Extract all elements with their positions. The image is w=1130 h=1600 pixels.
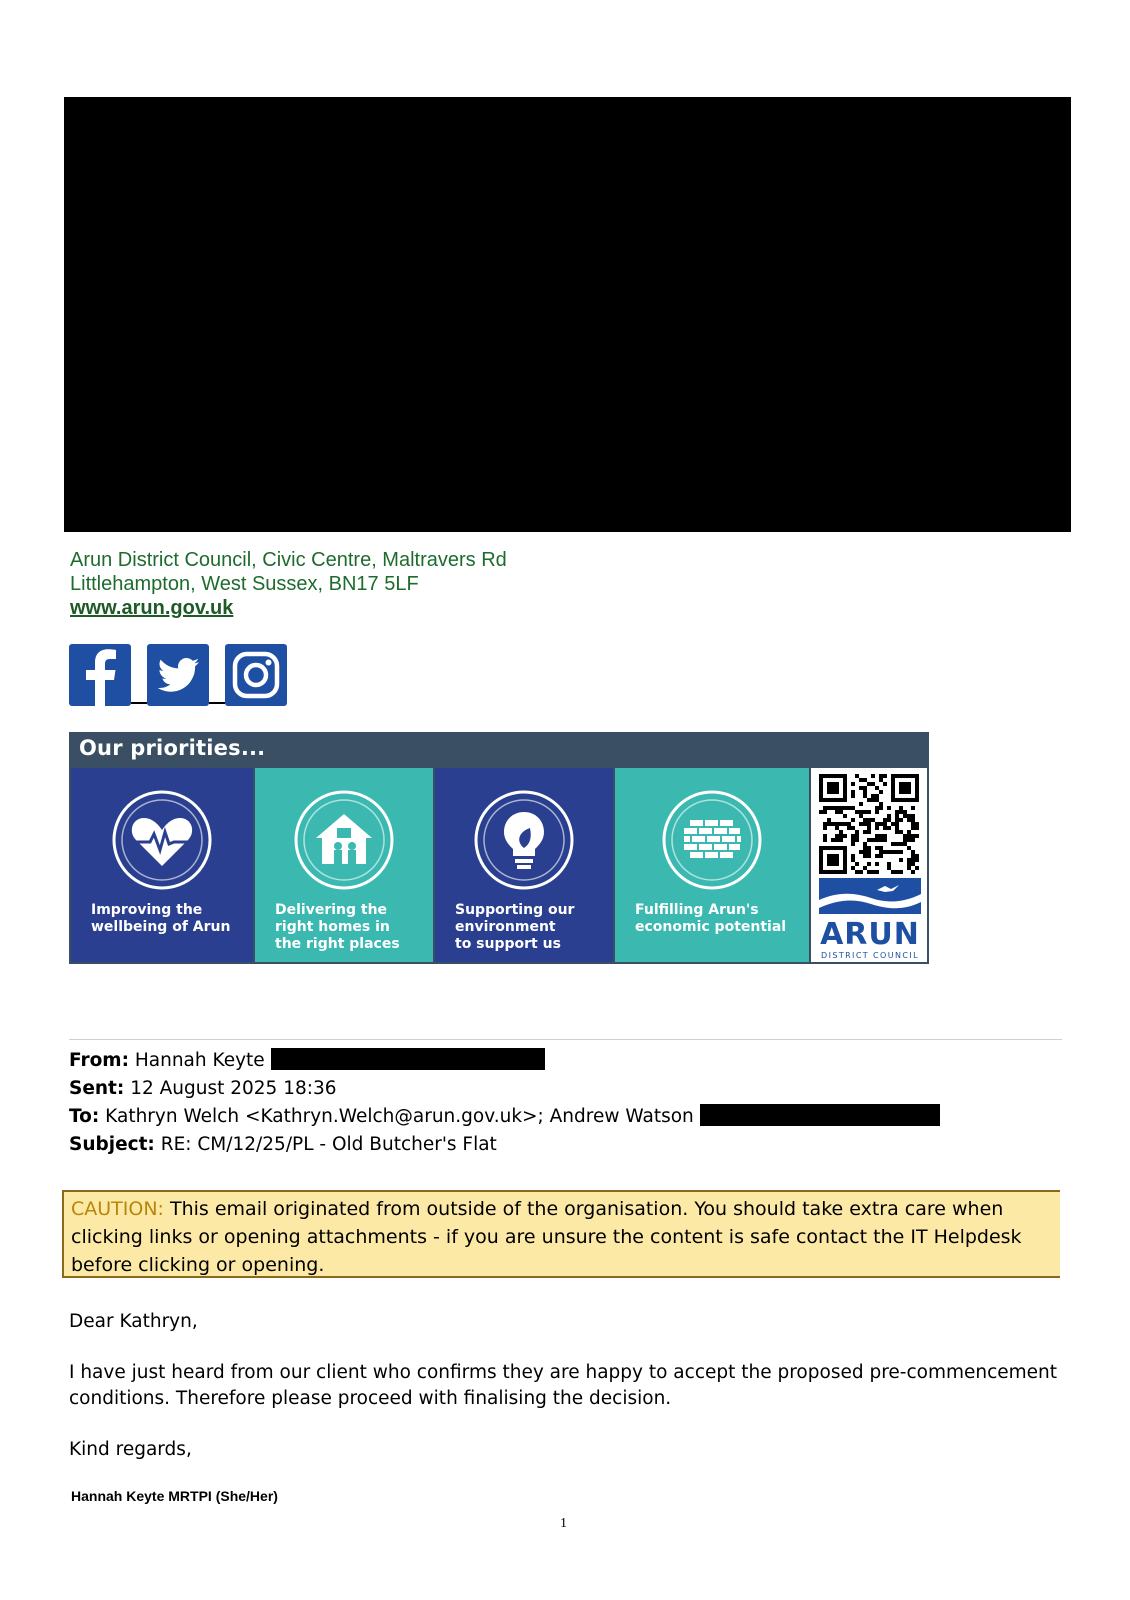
facebook-icon[interactable]	[69, 644, 131, 706]
email-header	[69, 1047, 940, 1159]
twitter-icon[interactable]	[147, 644, 209, 706]
to-row	[69, 1103, 940, 1131]
body-paragraph	[69, 1360, 1057, 1412]
instagram-icon[interactable]	[225, 644, 287, 706]
page-number: 1	[560, 1516, 567, 1531]
separator	[209, 702, 225, 704]
tile-label: Supporting our environment to support us	[455, 902, 575, 952]
qr-code-icon[interactable]	[819, 774, 919, 874]
priority-tile-environment	[435, 768, 613, 962]
from-value: Hannah Keyte	[134, 1050, 265, 1071]
brick-wall-icon	[660, 788, 764, 892]
subject-value: RE: CM/12/25/PL - Old Butcher's Flat	[160, 1134, 497, 1155]
redacted-block	[64, 97, 1071, 532]
sent-row	[69, 1075, 940, 1103]
divider	[69, 1039, 1062, 1040]
qr-and-logo	[811, 768, 927, 962]
arun-wordmark: ARUN	[820, 917, 920, 952]
arun-logo	[819, 878, 921, 960]
address-line-2: Littlehampton, West Sussex, BN17 5LF	[70, 573, 419, 595]
body-line-1: I have just heard from our client who confirms they are happy to accept the proposed pre-commencement	[69, 1362, 1058, 1383]
redacted-email	[700, 1104, 940, 1126]
from-row	[69, 1047, 940, 1075]
sent-value: 12 August 2025 18:36	[130, 1078, 337, 1099]
priority-tile-homes	[255, 768, 433, 962]
separator	[131, 702, 147, 704]
caution-text: This email originated from outside of the organisation. You should take extra care when clicking links or opening attachments - if you are unsure the content is safe contact the IT Helpdesk before clicking or opening.	[71, 1198, 1022, 1276]
priority-tile-wellbeing	[71, 768, 253, 962]
greeting: Dear Kathryn,	[69, 1311, 198, 1332]
heart-icon	[110, 788, 214, 892]
tile-label: Improving the wellbeing of Arun	[91, 902, 231, 935]
house-icon	[292, 788, 396, 892]
closing: Kind regards,	[69, 1439, 192, 1460]
to-value: Kathryn Welch <Kathryn.Welch@arun.gov.uk>; Andrew Watson	[105, 1106, 694, 1127]
signature: Hannah Keyte MRTPI (She/Her)	[71, 1488, 278, 1504]
priority-tile-economy	[615, 768, 809, 962]
website-link[interactable]: www.arun.gov.uk	[70, 597, 234, 619]
sent-label: Sent:	[69, 1078, 125, 1099]
to-label: To:	[69, 1106, 100, 1127]
from-label: From:	[69, 1050, 129, 1071]
tile-label: Fulfilling Arun's economic potential	[635, 902, 787, 935]
social-links	[69, 644, 287, 706]
address-line-1: Arun District Council, Civic Centre, Maltravers Rd	[70, 549, 507, 571]
caution-banner	[62, 1190, 1060, 1278]
caution-heading: CAUTION:	[71, 1198, 164, 1220]
priorities-heading: Our priorities...	[79, 736, 266, 760]
redacted-email	[271, 1048, 545, 1070]
arun-waves-icon	[819, 878, 921, 914]
arun-subtitle: DISTRICT COUNCIL	[821, 951, 919, 960]
subject-label: Subject:	[69, 1134, 155, 1155]
council-address	[70, 548, 507, 620]
body-line-2: conditions. Therefore please proceed with finalising the decision.	[69, 1388, 672, 1409]
lightbulb-icon	[472, 788, 576, 892]
tile-label: Delivering the right homes in the right places	[275, 902, 400, 952]
priorities-banner[interactable]	[69, 732, 929, 964]
subject-row	[69, 1131, 940, 1159]
